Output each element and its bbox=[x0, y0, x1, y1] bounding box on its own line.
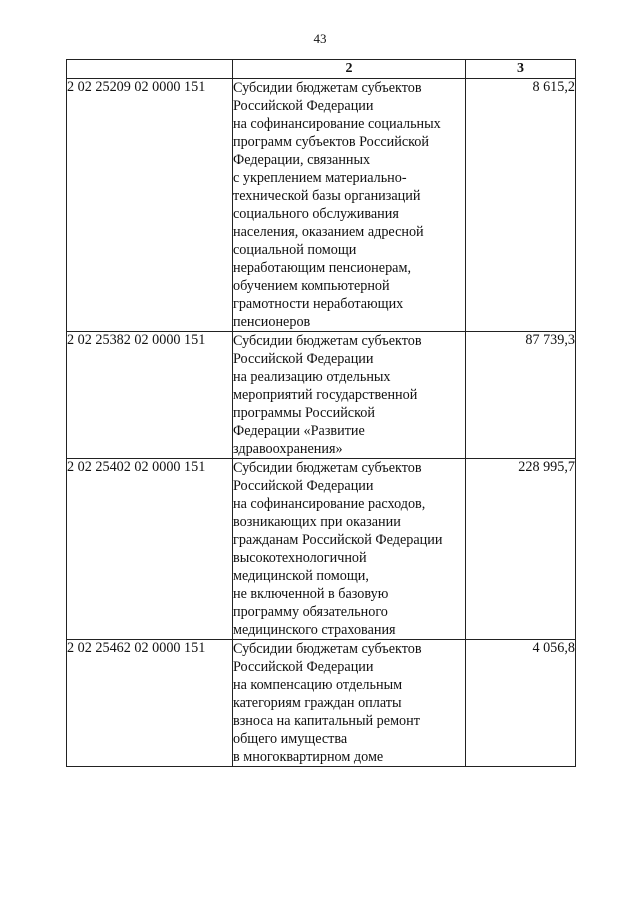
description-line: Субсидии бюджетам субъектов bbox=[233, 333, 422, 349]
description-line: обучением компьютерной bbox=[233, 278, 390, 294]
description-line: возникающих при оказании bbox=[233, 514, 401, 530]
description-line: на реализацию отдельных bbox=[233, 369, 391, 385]
description-line: взноса на капитальный ремонт bbox=[233, 713, 420, 729]
column-header-amount: 3 bbox=[466, 60, 576, 79]
description-line: мероприятий государственной bbox=[233, 387, 418, 403]
budget-code: 2 02 25209 02 0000 151 bbox=[67, 79, 233, 332]
budget-amount: 87 739,3 bbox=[466, 332, 576, 459]
description-line: на компенсацию отдельным bbox=[233, 677, 403, 693]
description-line: категориям граждан оплаты bbox=[233, 695, 402, 711]
table-header-row bbox=[67, 60, 576, 79]
description-line: социального обслуживания bbox=[233, 206, 399, 222]
description-line: программу обязательного bbox=[233, 604, 388, 620]
table-row bbox=[67, 79, 576, 332]
description-line: неработающим пенсионерам, bbox=[233, 260, 411, 276]
description-line: населения, оказанием адресной bbox=[233, 224, 424, 240]
budget-description bbox=[233, 640, 466, 767]
description-line: Субсидии бюджетам субъектов bbox=[233, 641, 422, 657]
description-line: не включенной в базовую bbox=[233, 586, 389, 602]
column-header-description: 2 bbox=[233, 60, 466, 79]
budget-amount: 4 056,8 bbox=[466, 640, 576, 767]
description-line: программ субъектов Российской bbox=[233, 134, 429, 150]
budget-amount: 228 995,7 bbox=[466, 459, 576, 640]
description-line: на софинансирование социальных bbox=[233, 116, 441, 132]
table-row bbox=[67, 640, 576, 767]
description-line: медицинского страхования bbox=[233, 622, 396, 638]
description-line: высокотехнологичной bbox=[233, 550, 367, 566]
page-number: 43 bbox=[313, 31, 327, 46]
description-line: программы Российской bbox=[233, 405, 375, 421]
description-line: социальной помощи bbox=[233, 242, 357, 258]
description-line: технической базы организаций bbox=[233, 188, 421, 204]
description-line: здравоохранения» bbox=[233, 441, 343, 457]
description-line: Федерации «Развитие bbox=[233, 423, 365, 439]
budget-code: 2 02 25402 02 0000 151 bbox=[67, 459, 233, 640]
budget-amount: 8 615,2 bbox=[466, 79, 576, 332]
description-line: Федерации, связанных bbox=[233, 152, 371, 168]
description-line: Российской Федерации bbox=[233, 351, 374, 367]
description-line: общего имущества bbox=[233, 731, 348, 747]
description-line: Субсидии бюджетам субъектов bbox=[233, 460, 422, 476]
description-line: Российской Федерации bbox=[233, 98, 374, 114]
description-line: Субсидии бюджетам субъектов bbox=[233, 80, 422, 96]
budget-description bbox=[233, 332, 466, 459]
budget-table bbox=[66, 59, 576, 767]
description-line: гражданам Российской Федерации bbox=[233, 532, 443, 548]
description-line: в многоквартирном доме bbox=[233, 749, 384, 765]
budget-description bbox=[233, 459, 466, 640]
description-line: пенсионеров bbox=[233, 314, 311, 330]
description-line: на софинансирование расходов, bbox=[233, 496, 426, 512]
description-line: грамотности неработающих bbox=[233, 296, 404, 312]
table-row bbox=[67, 332, 576, 459]
description-line: Российской Федерации bbox=[233, 478, 374, 494]
description-line: с укреплением материально- bbox=[233, 170, 407, 186]
table-row bbox=[67, 459, 576, 640]
description-line: медицинской помощи, bbox=[233, 568, 369, 584]
description-line: Российской Федерации bbox=[233, 659, 374, 675]
budget-code: 2 02 25462 02 0000 151 bbox=[67, 640, 233, 767]
column-header-code bbox=[67, 60, 233, 79]
budget-code: 2 02 25382 02 0000 151 bbox=[67, 332, 233, 459]
budget-description bbox=[233, 79, 466, 332]
